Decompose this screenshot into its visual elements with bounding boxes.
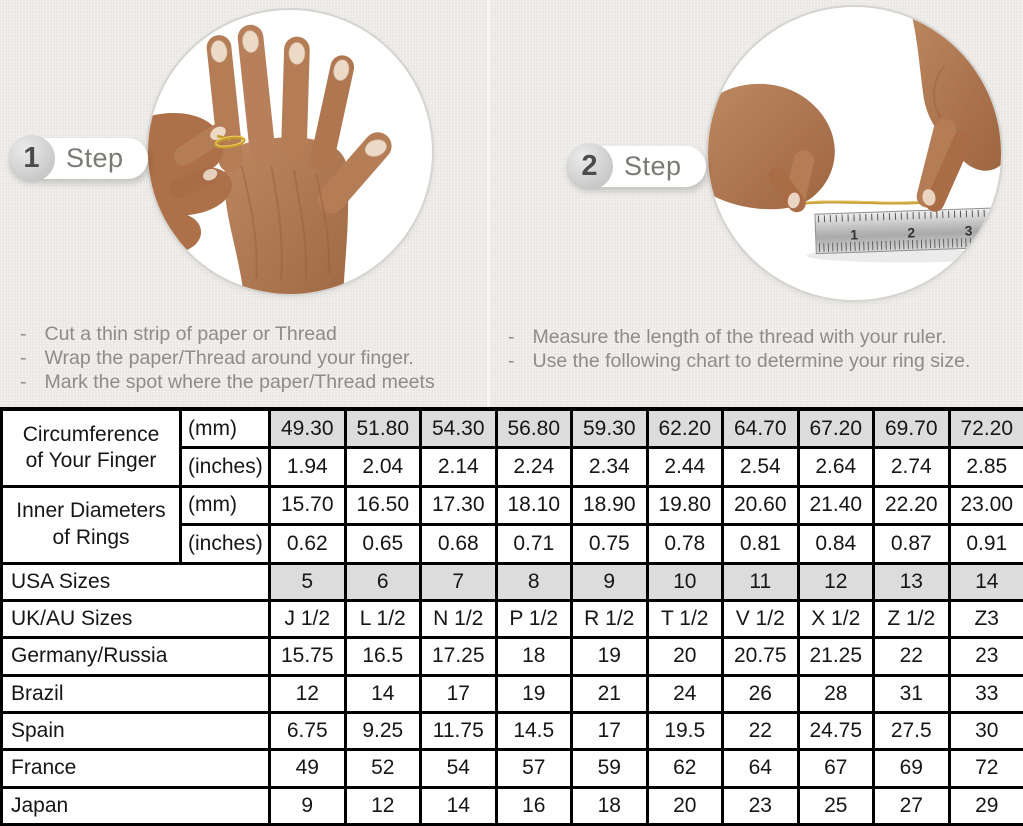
size-cell: 21.40 bbox=[798, 486, 874, 524]
size-cell: 62 bbox=[647, 750, 723, 787]
size-cell: 0.78 bbox=[647, 525, 723, 563]
size-cell: 64 bbox=[723, 750, 799, 787]
size-cell: 2.04 bbox=[345, 448, 421, 486]
unit-label: (mm) bbox=[181, 410, 270, 448]
instruction-text: - Measure the length of the thread with your ruler. bbox=[532, 326, 947, 348]
size-cell: 0.71 bbox=[496, 525, 572, 563]
size-cell: 16 bbox=[496, 787, 572, 824]
row-group-label bbox=[2, 410, 181, 487]
size-cell: 10 bbox=[647, 563, 723, 600]
size-cell: 69.70 bbox=[874, 410, 950, 448]
row-group-label bbox=[2, 486, 181, 563]
table-row bbox=[2, 638, 1023, 675]
table-row bbox=[2, 675, 1023, 712]
size-cell: 2.24 bbox=[496, 448, 572, 486]
size-cell: 12 bbox=[270, 675, 346, 712]
table-row bbox=[2, 712, 1023, 749]
size-cell: 22.20 bbox=[874, 486, 950, 524]
size-cell: 23.00 bbox=[949, 486, 1023, 524]
step2-badge bbox=[566, 146, 706, 187]
size-cell: 9 bbox=[270, 787, 346, 824]
size-cell: 0.68 bbox=[421, 525, 497, 563]
size-cell: 14 bbox=[345, 675, 421, 712]
unit-label: (inches) bbox=[181, 525, 270, 563]
ruler-number: 1 bbox=[850, 226, 859, 243]
size-cell: 24 bbox=[647, 675, 723, 712]
size-cell: 26 bbox=[723, 675, 799, 712]
size-cell: V 1/2 bbox=[723, 600, 799, 637]
size-cell: J 1/2 bbox=[270, 600, 346, 637]
size-table-body bbox=[2, 410, 1023, 825]
step2-instructions bbox=[508, 325, 970, 373]
size-cell: 69 bbox=[874, 750, 950, 787]
instruction-line bbox=[20, 322, 435, 346]
size-cell: 52 bbox=[345, 750, 421, 787]
size-cell: 12 bbox=[798, 563, 874, 600]
table-row bbox=[2, 410, 1023, 448]
size-cell: 59.30 bbox=[572, 410, 648, 448]
size-cell: 21 bbox=[572, 675, 648, 712]
size-cell: 6.75 bbox=[270, 712, 346, 749]
step2-photo bbox=[706, 5, 1003, 302]
instruction-line bbox=[20, 346, 435, 370]
size-cell: 15.70 bbox=[270, 486, 346, 524]
row-label: Germany/Russia bbox=[2, 638, 270, 675]
size-cell: 54 bbox=[421, 750, 497, 787]
step1-label: Step bbox=[66, 143, 124, 173]
size-cell: 17 bbox=[421, 675, 497, 712]
row-label: Spain bbox=[2, 712, 270, 749]
label-line: of Your Finger bbox=[25, 448, 157, 472]
size-cell: 11 bbox=[723, 563, 799, 600]
size-cell: 7 bbox=[421, 563, 497, 600]
step2-number-badge: 2 bbox=[566, 143, 613, 190]
row-label: USA Sizes bbox=[2, 563, 270, 600]
size-cell: 2.64 bbox=[798, 448, 874, 486]
size-cell: 72 bbox=[949, 750, 1023, 787]
ring-size-table bbox=[0, 408, 1023, 826]
size-cell: 59 bbox=[572, 750, 648, 787]
size-cell: 29 bbox=[949, 787, 1023, 824]
size-cell: 0.91 bbox=[949, 525, 1023, 563]
size-cell: 72.20 bbox=[949, 410, 1023, 448]
size-cell: 49.30 bbox=[270, 410, 346, 448]
size-cell: 19 bbox=[572, 638, 648, 675]
hands-measuring-thread-with-ruler-photo bbox=[708, 7, 1001, 300]
instruction-text: - Wrap the paper/Thread around your finger. bbox=[44, 347, 414, 369]
size-cell: 22 bbox=[874, 638, 950, 675]
size-cell: 28 bbox=[798, 675, 874, 712]
size-cell: 67.20 bbox=[798, 410, 874, 448]
size-cell: 12 bbox=[345, 787, 421, 824]
size-cell: 18 bbox=[496, 638, 572, 675]
size-cell: 15.75 bbox=[270, 638, 346, 675]
ruler-number: 2 bbox=[907, 224, 916, 241]
size-cell: 27.5 bbox=[874, 712, 950, 749]
size-cell: 31 bbox=[874, 675, 950, 712]
size-cell: 49 bbox=[270, 750, 346, 787]
size-cell: 51.80 bbox=[345, 410, 421, 448]
step2-label: Step bbox=[624, 151, 682, 181]
size-cell: 19 bbox=[496, 675, 572, 712]
size-cell: 30 bbox=[949, 712, 1023, 749]
instruction-line bbox=[508, 349, 970, 373]
label-line: Inner Diameters bbox=[16, 499, 166, 523]
table-row bbox=[2, 600, 1023, 637]
instruction-text: - Cut a thin strip of paper or Thread bbox=[44, 323, 337, 345]
size-cell: 11.75 bbox=[421, 712, 497, 749]
size-cell: 16.50 bbox=[345, 486, 421, 524]
size-cell: 14.5 bbox=[496, 712, 572, 749]
size-cell: Z3 bbox=[949, 600, 1023, 637]
step1-number-badge: 1 bbox=[8, 135, 55, 182]
table-row bbox=[2, 563, 1023, 600]
size-cell: 17 bbox=[572, 712, 648, 749]
size-cell: 18 bbox=[572, 787, 648, 824]
size-cell: 17.30 bbox=[421, 486, 497, 524]
size-cell: X 1/2 bbox=[798, 600, 874, 637]
size-cell: P 1/2 bbox=[496, 600, 572, 637]
label-line: Circumference bbox=[22, 422, 160, 446]
size-cell: 0.81 bbox=[723, 525, 799, 563]
size-cell: 0.75 bbox=[572, 525, 648, 563]
size-cell: L 1/2 bbox=[345, 600, 421, 637]
size-cell: 2.44 bbox=[647, 448, 723, 486]
size-cell: 0.87 bbox=[874, 525, 950, 563]
hand-with-thread-photo bbox=[148, 10, 432, 294]
size-cell: 0.62 bbox=[270, 525, 346, 563]
size-cell: 19.80 bbox=[647, 486, 723, 524]
instruction-text: - Use the following chart to determine your ring size. bbox=[532, 350, 971, 372]
size-cell: 25 bbox=[798, 787, 874, 824]
unit-label: (inches) bbox=[181, 448, 270, 486]
instruction-text: - Mark the spot where the paper/Thread meets bbox=[44, 371, 435, 393]
size-cell: 9 bbox=[572, 563, 648, 600]
size-cell: 54.30 bbox=[421, 410, 497, 448]
size-cell: 9.25 bbox=[345, 712, 421, 749]
size-cell: 2.34 bbox=[572, 448, 648, 486]
size-cell: 56.80 bbox=[496, 410, 572, 448]
size-cell: 1.94 bbox=[270, 448, 346, 486]
row-label: UK/AU Sizes bbox=[2, 600, 270, 637]
size-cell: 5 bbox=[270, 563, 346, 600]
step1-photo bbox=[146, 8, 434, 296]
instruction-line bbox=[508, 325, 970, 349]
size-cell: 14 bbox=[421, 787, 497, 824]
size-cell: 16.5 bbox=[345, 638, 421, 675]
size-cell: Z 1/2 bbox=[874, 600, 950, 637]
size-cell: 64.70 bbox=[723, 410, 799, 448]
ruler-number: 3 bbox=[964, 222, 973, 239]
size-cell: 20 bbox=[647, 787, 723, 824]
size-cell: R 1/2 bbox=[572, 600, 648, 637]
size-cell: 22 bbox=[723, 712, 799, 749]
size-cell: 21.25 bbox=[798, 638, 874, 675]
size-cell: 57 bbox=[496, 750, 572, 787]
size-cell: 62.20 bbox=[647, 410, 723, 448]
size-cell: 18.90 bbox=[572, 486, 648, 524]
row-label: Japan bbox=[2, 787, 270, 824]
size-cell: 19.5 bbox=[647, 712, 723, 749]
size-cell: 27 bbox=[874, 787, 950, 824]
label-line: of Rings bbox=[52, 525, 130, 549]
size-cell: 2.54 bbox=[723, 448, 799, 486]
size-cell: 67 bbox=[798, 750, 874, 787]
row-label: Brazil bbox=[2, 675, 270, 712]
unit-label: (mm) bbox=[181, 486, 270, 524]
table-row bbox=[2, 750, 1023, 787]
size-cell: 13 bbox=[874, 563, 950, 600]
size-cell: 20.75 bbox=[723, 638, 799, 675]
size-cell: 0.84 bbox=[798, 525, 874, 563]
section-divider bbox=[487, 0, 490, 408]
instructions-section bbox=[0, 0, 1023, 408]
size-cell: 20.60 bbox=[723, 486, 799, 524]
size-cell: 2.14 bbox=[421, 448, 497, 486]
size-cell: 23 bbox=[949, 638, 1023, 675]
size-cell: 18.10 bbox=[496, 486, 572, 524]
size-cell: 17.25 bbox=[421, 638, 497, 675]
size-cell: 24.75 bbox=[798, 712, 874, 749]
size-cell: T 1/2 bbox=[647, 600, 723, 637]
size-cell: 2.74 bbox=[874, 448, 950, 486]
size-cell: 33 bbox=[949, 675, 1023, 712]
row-label: France bbox=[2, 750, 270, 787]
ruler bbox=[815, 208, 992, 254]
size-cell: 6 bbox=[345, 563, 421, 600]
size-cell: 20 bbox=[647, 638, 723, 675]
table-row bbox=[2, 486, 1023, 524]
size-cell: 8 bbox=[496, 563, 572, 600]
size-cell: N 1/2 bbox=[421, 600, 497, 637]
step1-instructions bbox=[20, 322, 435, 394]
instruction-line bbox=[20, 370, 435, 394]
size-cell: 0.65 bbox=[345, 525, 421, 563]
table-row bbox=[2, 787, 1023, 824]
size-cell: 14 bbox=[949, 563, 1023, 600]
step1-badge bbox=[8, 138, 148, 179]
size-cell: 23 bbox=[723, 787, 799, 824]
size-cell: 2.85 bbox=[949, 448, 1023, 486]
